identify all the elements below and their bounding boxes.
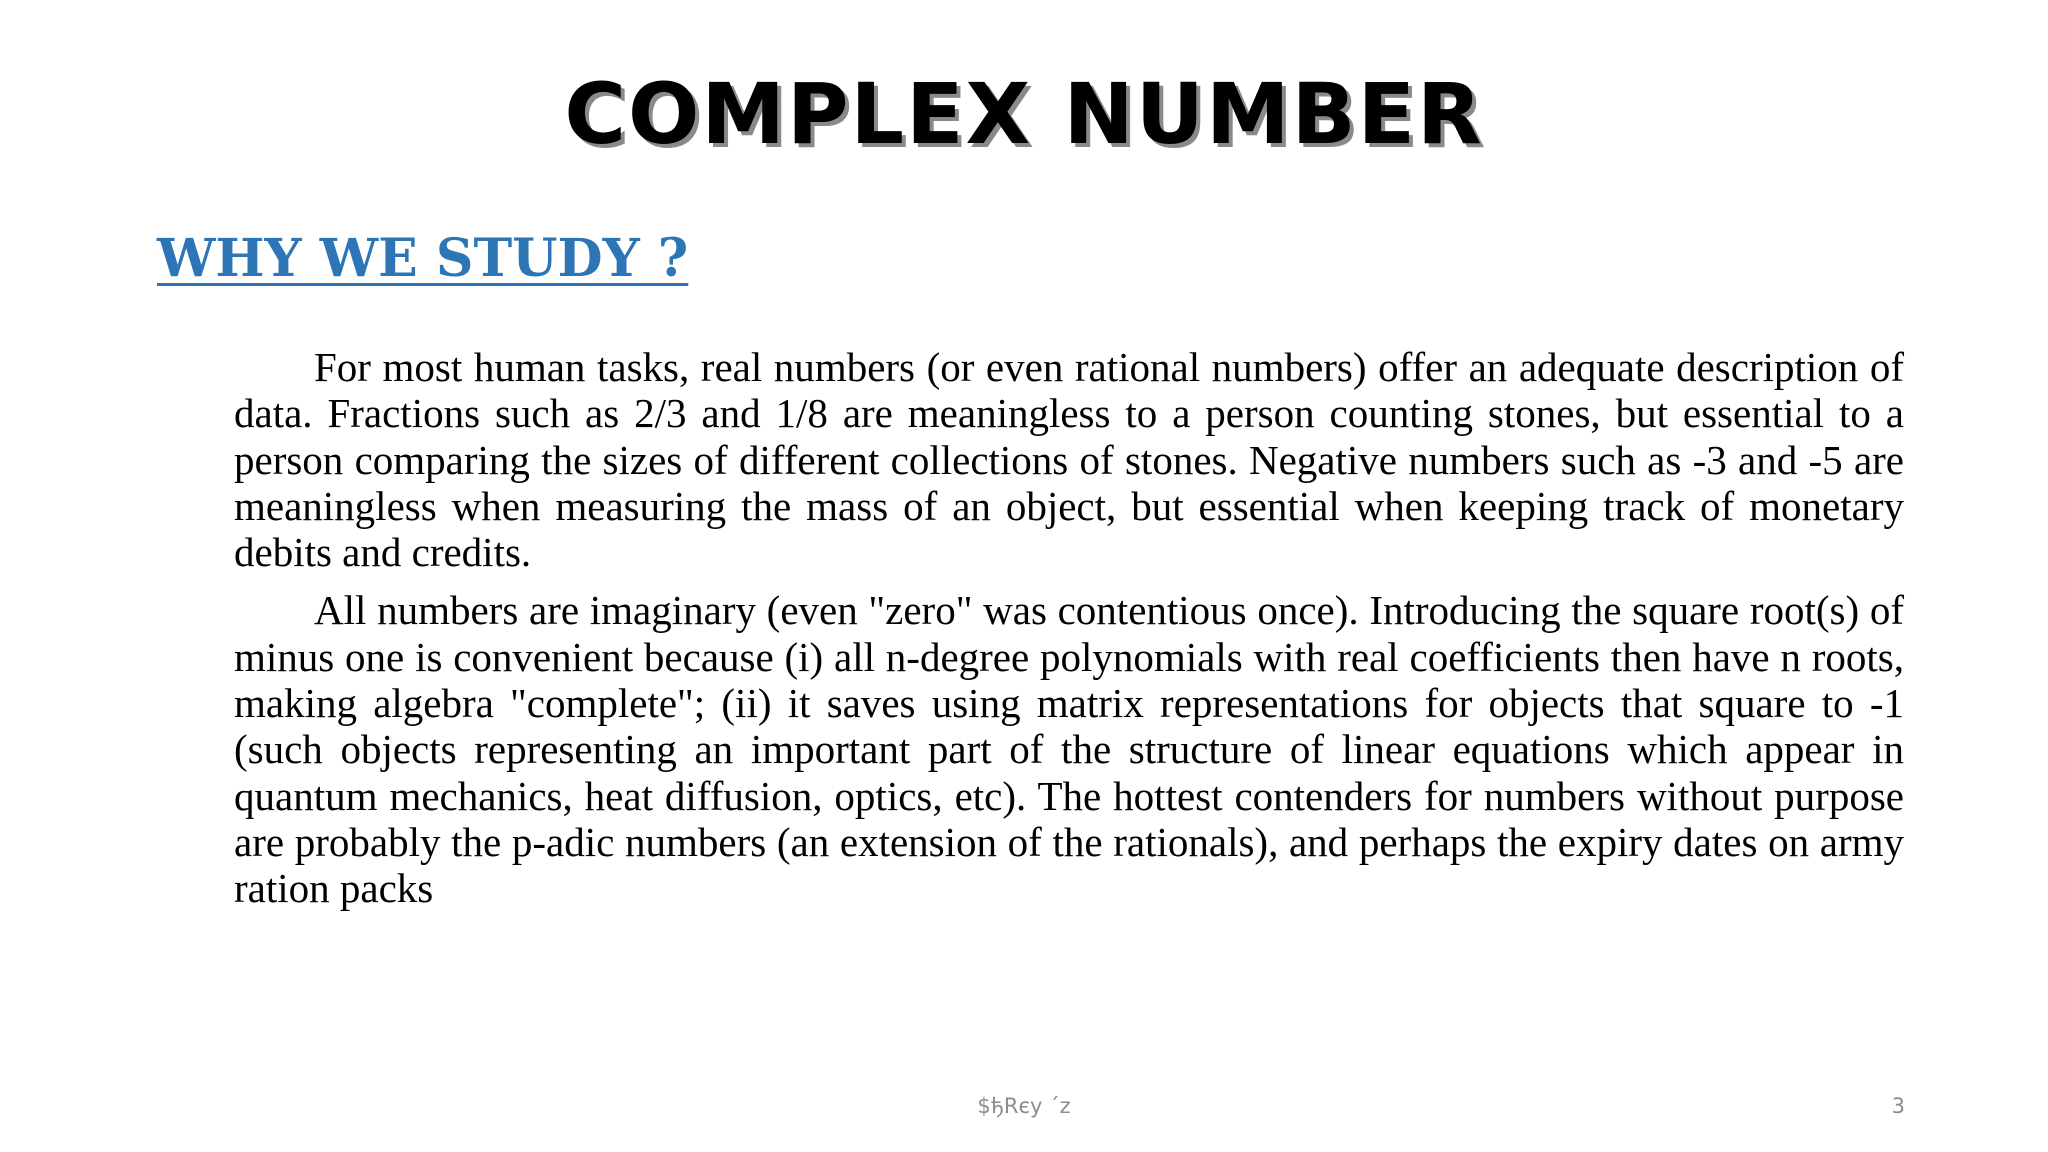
section-heading: WHY WE STUDY ? (157, 228, 689, 289)
body-text (234, 344, 1904, 924)
page-number: 3 (1891, 1094, 1905, 1118)
slide-title: COMPLEX NUMBER (564, 65, 1484, 163)
paragraph-1: For most human tasks, real numbers (or even rational numbers) offer an adequate description of data. Fractions such as 2/3 and 1/8 are meaningless to a person counting stones, but essential to a person comparing the sizes of different collections of stones. Negative numbers such as -3 and -5 are meaningless when measuring the mass of an object, but essential when keeping track of monetary debits and credits. (234, 344, 1904, 576)
footer-text: $ђRєу ´z (977, 1094, 1071, 1118)
paragraph-2: All numbers are imaginary (even "zero" was contentious once). Introducing the square root(s) of minus one is convenient because (i) all n-degree polynomials with real coefficients then have n roots, making algebra "complete"; (ii) it saves using matrix representations for objects that square to -1 (such objects representing an important part of the structure of linear equations which appear in quantum mechanics, heat diffusion, optics, etc). The hottest contenders for numbers without purpose are probably the p-adic numbers (an extension of the rationals), and perhaps the expiry dates on army ration packs (234, 587, 1904, 912)
